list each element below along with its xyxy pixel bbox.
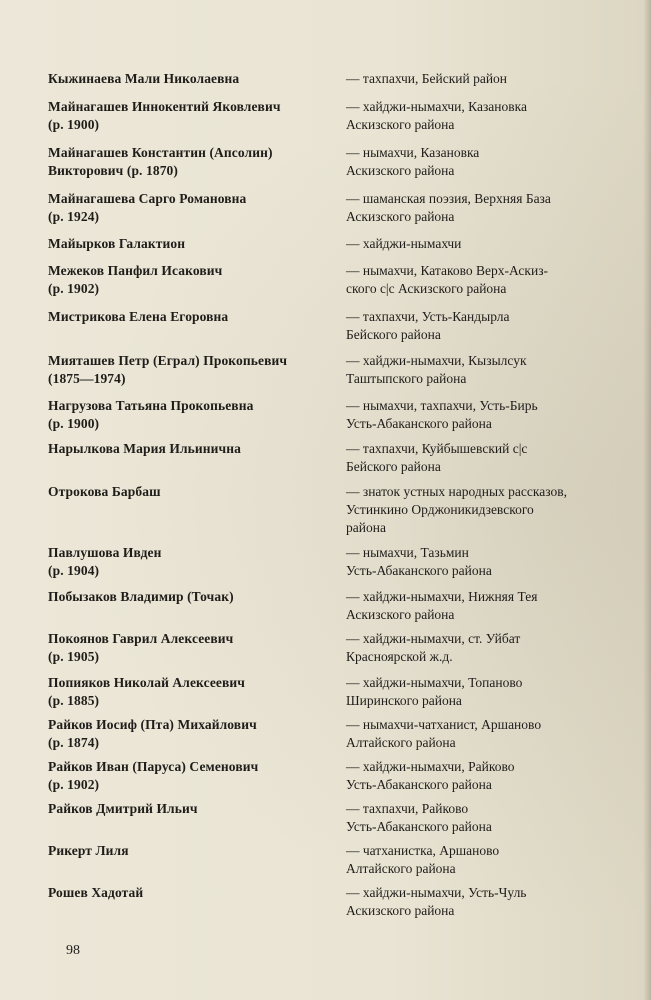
informant-name: Попияков Николай Алексеевич (р. 1885) — [48, 675, 245, 708]
informant-description: — тахпахчи, Усть-Кандырла Бейского района — [346, 309, 510, 342]
informant-description: — хайджи-нымахчи, ст. Уйбат Красноярской ж.д. — [346, 631, 521, 664]
informant-description: — нымахчи, Катаково Верх-Аскиз- ского с|с Аскизского района — [346, 263, 549, 296]
informant-description: — хайджи-нымахчи — [346, 236, 462, 251]
informant-description: — нымахчи, тахпахчи, Усть-Бирь Усть-Абаканского района — [346, 398, 538, 431]
informant-description: — хайджи-нымахчи, Нижняя Тея Аскизского района — [346, 589, 538, 622]
informant-description: — тахпахчи, Куйбышевский с|с Бейского района — [346, 441, 528, 474]
informant-name: Побызаков Владимир (Точак) — [48, 589, 234, 604]
informant-description: — знаток устных народных рассказов, Устинкино Орджоникидзевского района — [346, 484, 567, 535]
informant-description: — хайджи-нымахчи, Кызылсук Таштыпского района — [346, 353, 527, 386]
informant-description: — нымахчи-чатханист, Аршаново Алтайского района — [346, 717, 542, 750]
informant-description: — шаманская поэзия, Верхняя База Аскизского района — [346, 191, 551, 224]
informant-description: — нымахчи, Казановка Аскизского района — [346, 145, 480, 178]
informant-name: Рикерт Лиля — [48, 843, 129, 858]
informant-name: Покоянов Гаврил Алексеевич (р. 1905) — [48, 631, 234, 664]
informant-description: — чатханистка, Аршаново Алтайского района — [346, 843, 500, 876]
informant-name: Мияташев Петр (Еграл) Прокопьевич (1875—1974) — [48, 353, 288, 386]
informant-name: Майырков Галактион — [48, 236, 186, 251]
informant-name: Райков Иван (Паруса) Семенович (р. 1902) — [48, 759, 259, 792]
informant-name: Кыжинаева Мали Николаевна — [48, 71, 240, 86]
informant-description: — тахпахчи, Райково Усть-Абаканского района — [346, 801, 492, 834]
page-number: 98 — [66, 943, 80, 958]
informant-name: Нарылкова Мария Ильинична — [48, 441, 241, 456]
informant-name: Майнагашев Иннокентий Яковлевич (р. 1900) — [48, 99, 281, 132]
informant-name: Павлушова Ивден (р. 1904) — [48, 545, 162, 578]
informant-name: Нагрузова Татьяна Прокопьевна (р. 1900) — [48, 398, 254, 431]
informant-name: Отрокова Барбаш — [48, 484, 161, 499]
informant-name: Райков Дмитрий Ильич — [48, 801, 198, 816]
informant-description: — хайджи-нымахчи, Райково Усть-Абаканского района — [346, 759, 515, 792]
informant-name: Майнагашев Константин (Апсолин) Викторович (р. 1870) — [48, 145, 273, 178]
informant-description: — тахпахчи, Бейский район — [346, 71, 508, 86]
informant-description: — хайджи-нымахчи, Топаново Ширинского района — [346, 675, 523, 708]
informant-description: — хайджи-нымахчи, Усть-Чуль Аскизского района — [346, 885, 527, 918]
informant-name: Майнагашева Сарго Романовна (р. 1924) — [48, 191, 247, 224]
informant-description: — хайджи-нымахчи, Казановка Аскизского района — [346, 99, 527, 132]
informant-name: Райков Иосиф (Пта) Михайлович (р. 1874) — [48, 717, 257, 750]
informant-name: Рошев Хадотай — [48, 885, 144, 900]
informant-description: — нымахчи, Тазьмин Усть-Абаканского района — [346, 545, 492, 578]
informant-name: Мистрикова Елена Егоровна — [48, 309, 229, 324]
informant-name: Межеков Панфил Исакович (р. 1902) — [48, 263, 223, 296]
